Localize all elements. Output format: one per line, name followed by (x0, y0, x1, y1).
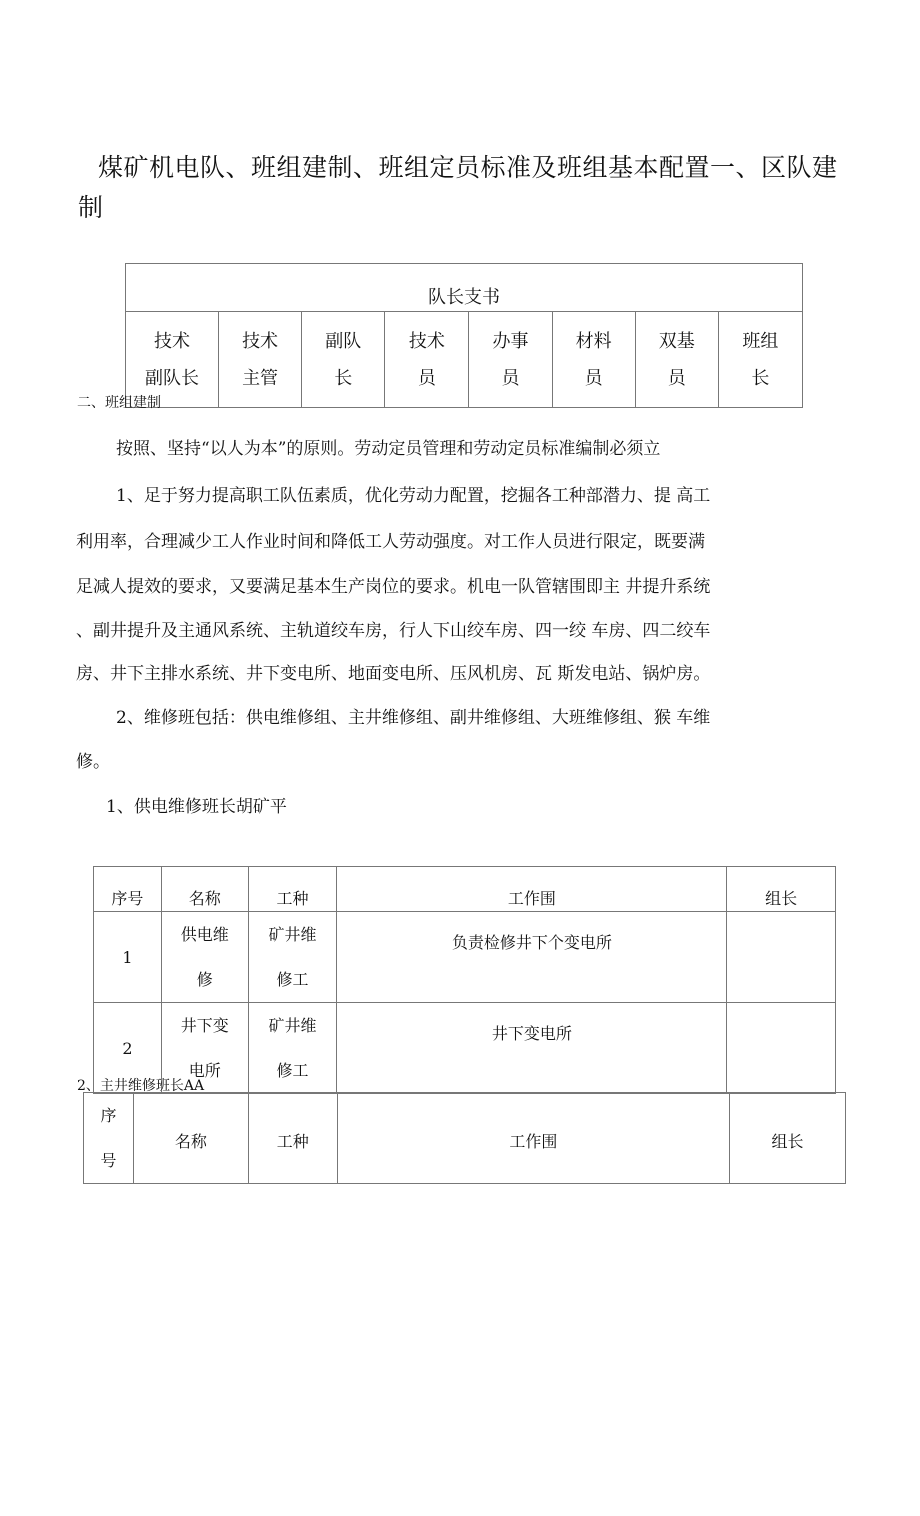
header-cell-leader: 组长 (727, 867, 836, 912)
org-position-cell (219, 312, 302, 408)
cell-leader (727, 1003, 836, 1094)
section-heading-team-structure: 二、班组建制 (77, 395, 161, 411)
paragraph-1-line: 足减人提效的要求，又要满足基本生产岗位的要求。机电一队管辖围即主 井提升系统 (76, 577, 711, 597)
position-line: 员 (584, 367, 603, 389)
paragraph-1-line: 1、足于努力提高职工队伍素质，优化劳动力配置，挖掘各工种部潜力、提 高工 (116, 486, 711, 506)
org-position-cell (552, 312, 635, 408)
org-structure-table (125, 263, 803, 408)
org-position-cell (126, 312, 219, 408)
header-cell-name: 名称 (133, 1093, 248, 1184)
cell-line: 电所 (188, 1061, 221, 1080)
main-shaft-maintenance-table (83, 1092, 846, 1184)
table-row (94, 1003, 836, 1094)
position-line: 办事 (492, 330, 529, 352)
position-line: 班组 (742, 330, 779, 352)
position-line: 员 (417, 367, 436, 389)
header-cell-leader: 组长 (730, 1093, 846, 1184)
org-position-cell (469, 312, 552, 408)
header-cell-scope: 工作围 (337, 867, 727, 912)
header-cell-name: 名称 (161, 867, 248, 912)
cell-line: 修工 (276, 970, 309, 989)
position-line: 技术 (408, 330, 445, 352)
header-cell-no (84, 1093, 134, 1184)
org-position-cell (302, 312, 385, 408)
cell-scope: 负责检修井下个变电所 (337, 912, 727, 1003)
cell-line: 修 (196, 970, 213, 989)
cell-name (161, 912, 248, 1003)
cell-line: 矿井维 (268, 1016, 317, 1035)
paragraph-1-line: 、副井提升及主通风系统、主轨道绞车房，行人下山绞车房、四一绞 车房、四二绞车 (76, 621, 711, 641)
position-line: 长 (751, 367, 770, 389)
cell-trade (248, 1003, 337, 1094)
cell-line: 号 (100, 1151, 117, 1170)
cell-leader (727, 912, 836, 1003)
position-line: 技术 (242, 330, 279, 352)
position-line: 技术 (154, 330, 190, 352)
power-maintenance-table (93, 866, 836, 1094)
header-cell-trade: 工种 (248, 867, 337, 912)
cell-line: 序 (100, 1106, 117, 1125)
cell-line: 矿井维 (268, 925, 317, 944)
section-heading-main-shaft: 2、主井维修班长AA (77, 1078, 205, 1094)
paragraph-2-line: 2、维修班包括：供电维修组、主井维修组、副井维修组、大班维修组、猴 车维 (116, 708, 711, 728)
paragraph-1-line: 利用率，合理减少工人作业时间和降低工人劳动强度。对工作人员进行限定，既要满 (76, 532, 705, 552)
org-position-cell (718, 312, 802, 408)
header-cell-no: 序号 (94, 867, 162, 912)
position-line: 双基 (658, 330, 695, 352)
position-line: 长 (334, 367, 353, 389)
cell-no: 2 (94, 1003, 162, 1094)
position-line: 材料 (575, 330, 612, 352)
header-cell-trade: 工种 (248, 1093, 337, 1184)
cell-trade (248, 912, 337, 1003)
position-line: 主管 (242, 367, 279, 389)
table-row (94, 912, 836, 1003)
cell-no: 1 (94, 912, 162, 1003)
cell-line: 供电维 (180, 925, 229, 944)
position-line: 员 (501, 367, 520, 389)
header-cell-scope: 工作围 (337, 1093, 729, 1184)
paragraph-principle: 按照、坚持“以人为本”的原则。劳动定员管理和劳动定员标准编制必须立 (116, 439, 661, 459)
org-head-label: 队长支书 (428, 287, 500, 308)
cell-line: 修工 (276, 1061, 309, 1080)
position-line: 副队长 (145, 367, 199, 389)
document-title: 煤矿机电队、班组建制、班组定员标准及班组基本配置一、区队建制 (78, 153, 838, 222)
org-position-cell (385, 312, 469, 408)
org-position-cell (635, 312, 718, 408)
cell-scope: 井下变电所 (337, 1003, 727, 1094)
position-line: 副队 (325, 330, 362, 352)
paragraph-1-line: 房、井下主排水系统、井下变电所、地面变电所、压风机房、瓦 斯发电站、锅炉房。 (76, 664, 711, 684)
power-team-leader-line: 1、供电维修班长胡矿平 (106, 797, 287, 817)
paragraph-2-line: 修。 (76, 752, 110, 772)
org-head-cell (126, 264, 803, 312)
cell-line: 井下变 (180, 1016, 229, 1035)
position-line: 员 (667, 367, 686, 389)
